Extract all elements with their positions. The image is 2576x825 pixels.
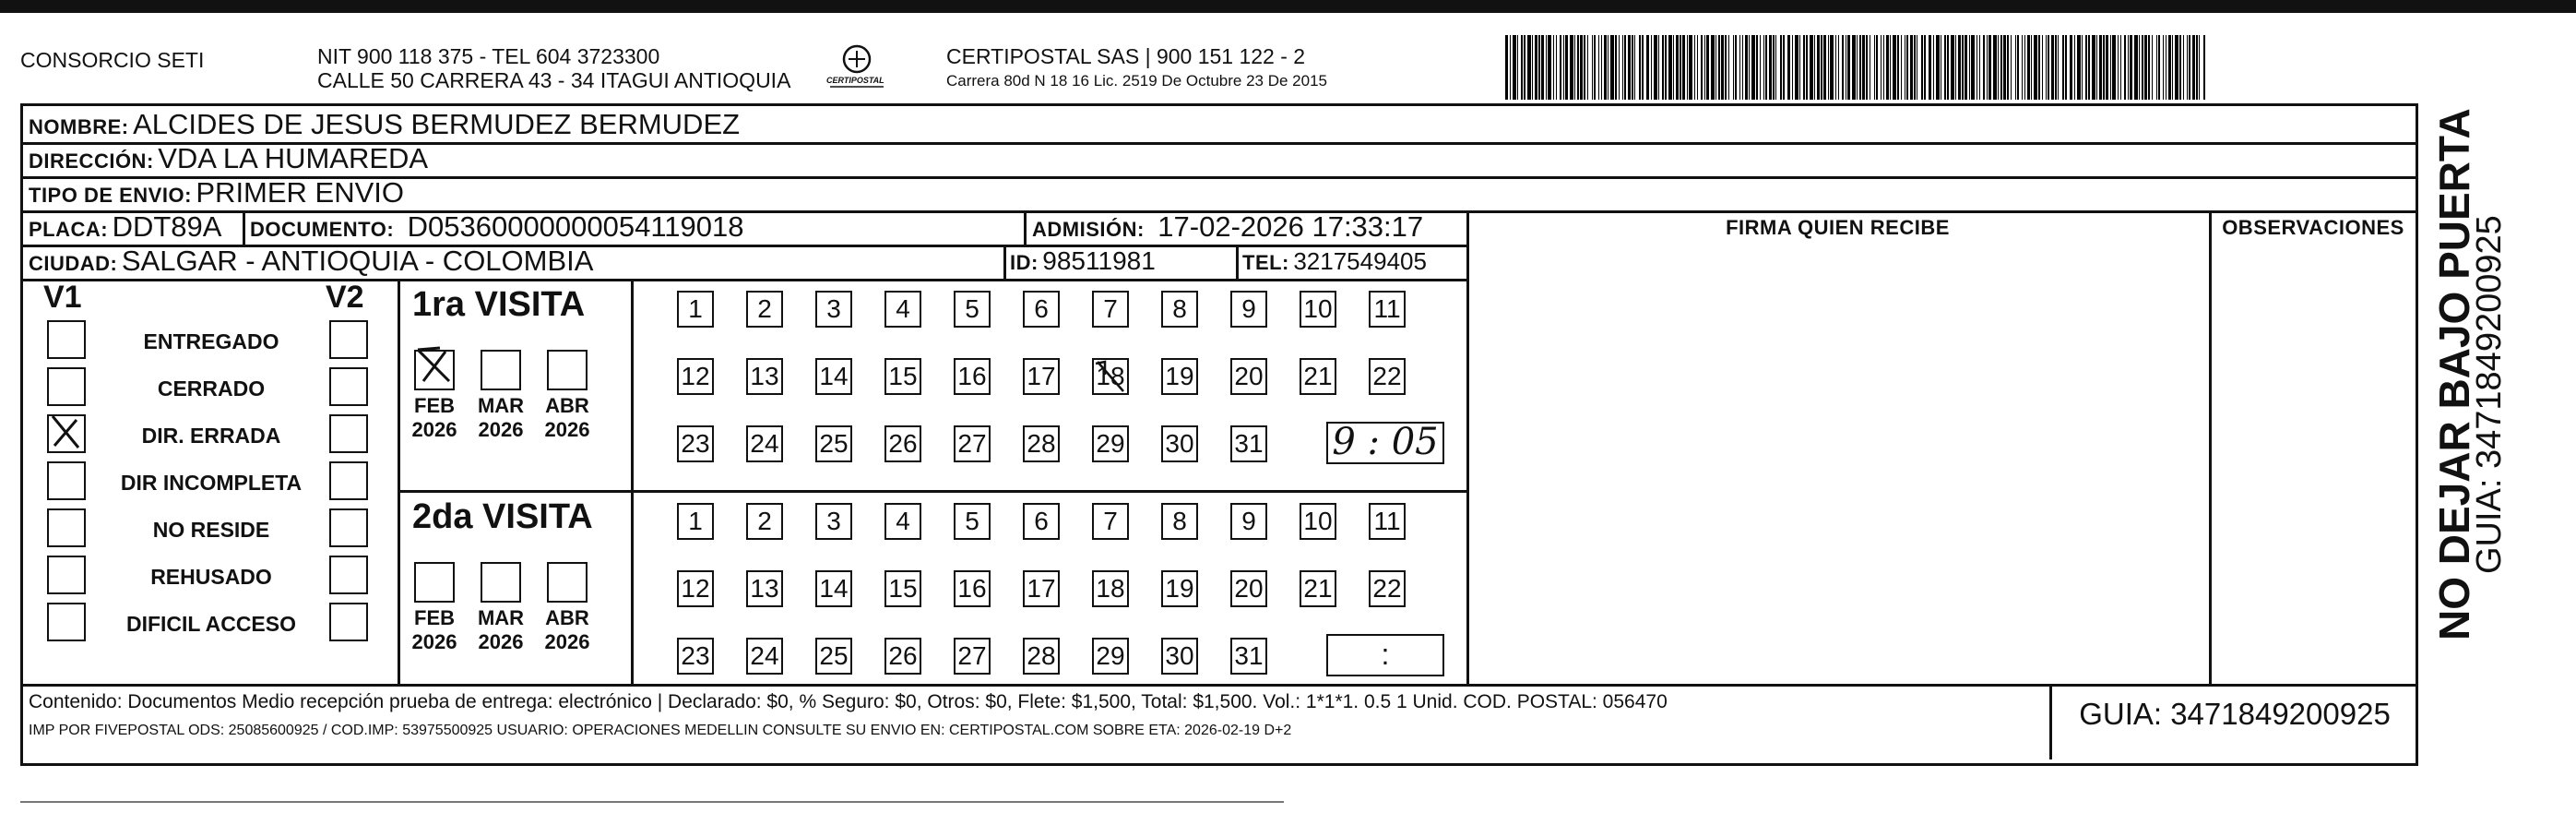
imp-line: IMP POR FIVEPOSTAL ODS: 25085600925 / COD.IMP: 53975500925 USUARIO: OPERACIONES MEDELLIN CONSULTE SU ENVIO EN: CERTIPOSTAL.COM SOBRE ETA: 2026-02-19 D+2 (29, 723, 1292, 738)
certipostal-logo (825, 41, 889, 100)
day-box[interactable]: 2 (746, 503, 783, 540)
day-box[interactable]: 26 (884, 638, 921, 675)
month-label: ABR (545, 606, 589, 629)
v2-checkbox[interactable] (329, 414, 368, 453)
year-label: 2026 (544, 418, 590, 441)
year-label: 2026 (544, 630, 590, 653)
day-box[interactable]: 6 (1023, 503, 1060, 540)
day-box[interactable]: 21 (1300, 358, 1336, 395)
day-box[interactable]: 6 (1023, 291, 1060, 328)
day-box[interactable]: 7 (1092, 291, 1129, 328)
documento-value: D05360000000054119018 (407, 210, 744, 243)
day-box[interactable]: 17 (1023, 570, 1060, 607)
day-box[interactable]: 28 (1023, 638, 1060, 675)
observaciones-header: OBSERVACIONES (2222, 216, 2404, 239)
company-name: CONSORCIO SETI (20, 48, 205, 72)
contenido-line: Contenido: Documentos Medio recepción prueba de entrega: electrónico | Declarado: $0, % Seguro: $0, Otros: $0, Flete: $1,500, Total: $1,500. Vol.: 1*1*1. 0.5 1 Unid. COD. POSTAL: 056470 (29, 691, 1668, 712)
admision-value: 17-02-2026 17:33:17 (1157, 210, 1424, 243)
day-box[interactable]: 12 (677, 570, 714, 607)
year-label: 2026 (478, 630, 524, 653)
day-box[interactable]: 15 (884, 358, 921, 395)
day-box[interactable]: 25 (815, 638, 852, 675)
documento-label: DOCUMENTO: (250, 218, 395, 241)
month-year (474, 394, 528, 442)
bottom-edge-line (20, 801, 1284, 803)
day-box[interactable]: 24 (746, 638, 783, 675)
v1-checkbox[interactable] (47, 414, 86, 453)
month-year (540, 394, 594, 442)
month-checkbox[interactable] (414, 350, 455, 390)
day-box[interactable]: 22 (1369, 358, 1406, 395)
ciudad-label: CIUDAD: (29, 252, 118, 275)
day-box[interactable]: 19 (1161, 570, 1198, 607)
time-box[interactable]: : (1326, 634, 1444, 676)
v2-label: V2 (326, 280, 364, 315)
day-box[interactable]: 4 (884, 291, 921, 328)
day-box[interactable]: 27 (954, 425, 991, 462)
year-label: 2026 (411, 418, 457, 441)
visit-title: 2da VISITA (412, 497, 593, 536)
visit-title: 1ra VISITA (412, 285, 586, 324)
placa-value: DDT89A (112, 210, 222, 243)
day-box[interactable]: 1 (677, 503, 714, 540)
day-box[interactable]: 8 (1161, 503, 1198, 540)
day-box[interactable]: 18 (1092, 570, 1129, 607)
day-box[interactable]: 2 (746, 291, 783, 328)
admision-label: ADMISIÓN: (1032, 218, 1145, 241)
day-box[interactable]: 9 (1230, 291, 1267, 328)
day-box[interactable]: 24 (746, 425, 783, 462)
ciudad-cell (29, 243, 593, 285)
month-checkbox[interactable] (481, 562, 521, 603)
month-year (540, 606, 594, 654)
day-box[interactable]: 13 (746, 570, 783, 607)
month-label: ABR (545, 394, 589, 417)
id-cell (1010, 243, 1156, 284)
month-checkbox[interactable] (547, 350, 588, 390)
month-year (474, 606, 528, 654)
day-box[interactable]: 7 (1092, 503, 1129, 540)
day-box[interactable]: 26 (884, 425, 921, 462)
side-guia: GUIA: 3471849200925 (2470, 215, 2509, 574)
day-box[interactable]: 12 (677, 358, 714, 395)
day-box[interactable]: 8 (1161, 291, 1198, 328)
tel-value: 3217549405 (1293, 247, 1427, 275)
day-box[interactable]: 30 (1161, 425, 1198, 462)
v1-checkbox[interactable] (47, 603, 86, 641)
day-box[interactable]: 28 (1023, 425, 1060, 462)
tipo-envio-label: TIPO DE ENVIO: (29, 184, 192, 207)
license-line: Carrera 80d N 18 16 Lic. 2519 De Octubre 23 De 2015 (946, 72, 1327, 90)
day-box[interactable]: 3 (815, 291, 852, 328)
nombre-value: ALCIDES DE JESUS BERMUDEZ BERMUDEZ (133, 108, 741, 140)
day-box[interactable]: 27 (954, 638, 991, 675)
month-label: MAR (477, 606, 525, 629)
year-label: 2026 (411, 630, 457, 653)
month-year (408, 606, 461, 654)
day-box[interactable]: 10 (1300, 291, 1336, 328)
day-box[interactable]: 29 (1092, 638, 1129, 675)
v1-label: V1 (43, 280, 82, 315)
day-box[interactable]: 15 (884, 570, 921, 607)
v1-checkbox[interactable] (47, 556, 86, 594)
carrier-line: CERTIPOSTAL SAS | 900 151 122 - 2 (946, 44, 1306, 68)
ciudad-value: SALGAR - ANTIOQUIA - COLOMBIA (121, 245, 594, 277)
day-box[interactable]: 14 (815, 358, 852, 395)
status-label: DIFICIL ACCESO (125, 612, 296, 636)
day-box[interactable]: 10 (1300, 503, 1336, 540)
direccion-value: VDA LA HUMAREDA (158, 142, 429, 174)
logo-text: CERTIPOSTAL (826, 76, 884, 85)
footer-guia: GUIA: 3471849200925 (2079, 697, 2391, 731)
day-box[interactable]: 3 (815, 503, 852, 540)
month-label: FEB (414, 394, 455, 417)
v2-checkbox[interactable] (329, 508, 368, 547)
v2-checkbox[interactable] (329, 603, 368, 641)
day-box[interactable]: 4 (884, 503, 921, 540)
tel-label: TEL: (1242, 251, 1289, 274)
year-label: 2026 (478, 418, 524, 441)
status-label: DIR. ERRADA (141, 424, 281, 448)
v2-checkbox[interactable] (329, 367, 368, 406)
barcode (1505, 35, 2206, 100)
month-label: FEB (414, 606, 455, 629)
day-box[interactable]: 5 (954, 503, 991, 540)
v1-checkbox[interactable] (47, 508, 86, 547)
v2-checkbox[interactable] (329, 556, 368, 594)
day-box[interactable]: 19 (1161, 358, 1198, 395)
time-box[interactable]: 9 : 05 (1326, 422, 1444, 464)
nombre-label: NOMBRE: (29, 115, 129, 138)
address-line: CALLE 50 CARRERA 43 - 34 ITAGUI ANTIOQUIA (317, 68, 791, 92)
day-box[interactable]: 22 (1369, 570, 1406, 607)
day-box[interactable]: 31 (1230, 425, 1267, 462)
day-box[interactable]: 11 (1369, 291, 1406, 328)
v2-checkbox[interactable] (329, 320, 368, 359)
day-box[interactable]: 30 (1161, 638, 1198, 675)
day-box[interactable]: 23 (677, 425, 714, 462)
top-border-bar (0, 0, 2576, 13)
day-box[interactable]: 21 (1300, 570, 1336, 607)
firma-header: FIRMA QUIEN RECIBE (1726, 216, 1950, 239)
status-label: CERRADO (157, 377, 266, 401)
status-label: ENTREGADO (143, 329, 279, 353)
status-label: DIR INCOMPLETA (120, 471, 303, 495)
id-value: 98511981 (1042, 246, 1156, 275)
tel-cell (1242, 243, 1427, 284)
v2-checkbox[interactable] (329, 461, 368, 500)
v1-checkbox[interactable] (47, 320, 86, 359)
day-box[interactable]: 17 (1023, 358, 1060, 395)
month-checkbox[interactable] (481, 350, 521, 390)
nit-line: NIT 900 118 375 - TEL 604 3723300 (317, 44, 660, 68)
day-box[interactable]: 20 (1230, 570, 1267, 607)
day-box[interactable]: 9 (1230, 503, 1267, 540)
placa-label: PLACA: (29, 218, 109, 241)
month-checkbox[interactable] (547, 562, 588, 603)
day-box[interactable]: 16 (954, 358, 991, 395)
month-label: MAR (477, 394, 525, 417)
month-year (408, 394, 461, 442)
direccion-label: DIRECCIÓN: (29, 149, 154, 173)
status-label: NO RESIDE (152, 518, 270, 542)
day-box[interactable]: 13 (746, 358, 783, 395)
day-box[interactable]: 29 (1092, 425, 1129, 462)
day-box[interactable]: 23 (677, 638, 714, 675)
day-box[interactable]: 16 (954, 570, 991, 607)
day-box[interactable]: 20 (1230, 358, 1267, 395)
day-box[interactable]: 1 (677, 291, 714, 328)
day-box[interactable]: 31 (1230, 638, 1267, 675)
day-box[interactable]: 25 (815, 425, 852, 462)
id-label: ID: (1010, 251, 1039, 274)
v1-checkbox[interactable] (47, 367, 86, 406)
month-checkbox[interactable] (414, 562, 455, 603)
day-box[interactable]: 5 (954, 291, 991, 328)
tipo-envio-value: PRIMER ENVIO (196, 176, 405, 209)
v1-checkbox[interactable] (47, 461, 86, 500)
form-main (20, 103, 2418, 766)
day-box[interactable]: 14 (815, 570, 852, 607)
day-box[interactable]: 11 (1369, 503, 1406, 540)
status-label: REHUSADO (150, 565, 272, 589)
day-box[interactable]: 18 (1092, 358, 1129, 395)
side-warning: NO DEJAR BAJO PUERTA (2430, 108, 2478, 640)
